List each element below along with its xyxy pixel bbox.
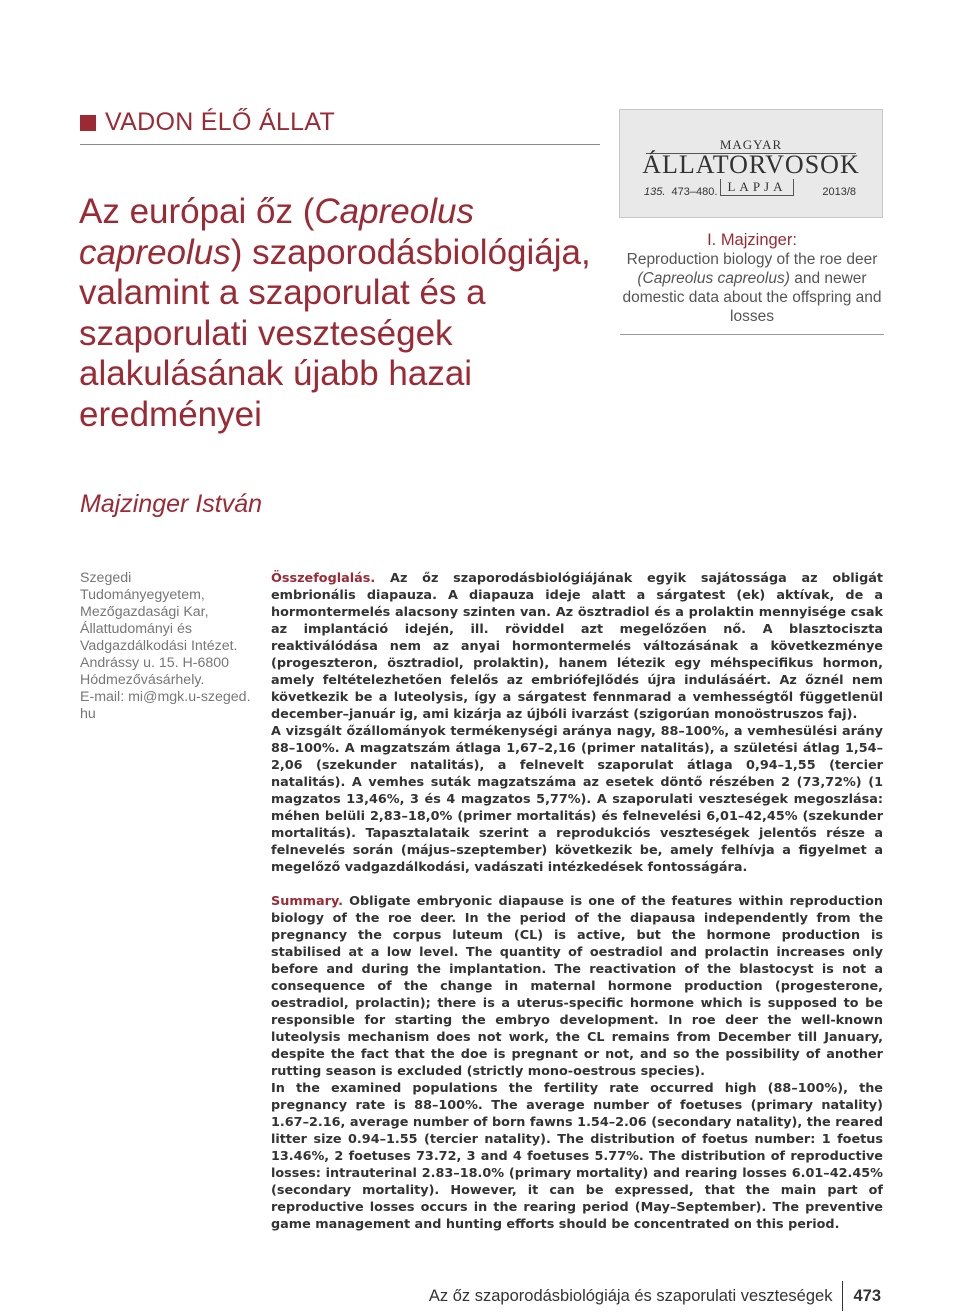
journal-volume: 135. 473–480. xyxy=(644,186,718,198)
article-title: Az európai őz (Capreolus capreolus) szaporodásbiológiája, valamint a szaporulat és a szaporulati veszteségek alakulásának újabb hazai eredményei xyxy=(79,192,591,434)
abstract-en-paragraph-2: In the examined populations the fertility rate occurred high (88–100%), the pregnancy rate is 88–100%. The average number of foetuses (primary natality) 1.67–2.16, average number of born fawns 1.54–2.06 (secondary natality), the reared litter size 0.94–1.55 (tercier natality). The distribution of foetus number: 1 foetus 13.46%, 2 foetuses 73.72, 3 and 4 foetuses 5.77%. The distribution of reproductive losses: intrauterinal 2.83–18.0% (primary mortality) and rearing losses 6.01–42.45% (secondary mortality). However, it can be expressed, that the main part of reproductive losses occurs in the rearing period (May–September). The preventive game management and hunting efforts should be concentrated on this period. xyxy=(271,1081,883,1232)
affiliation-line: Mezőgazdasági Kar, xyxy=(80,604,209,620)
english-title-divider xyxy=(620,334,884,335)
section-divider xyxy=(80,144,600,145)
abstract-hu-paragraph-1: Összefoglalás. Az őz szaporodásbiológiájának egyik sajátossága az obligát embrionális diapauza. A diapauza ideje alatt a sárgatest (ek) aktívak, de a hormontermelés alacsony szinten van. Az ösztradiol és a prolaktin mennyisége csak az implantáció idején, ill. röviddel azt megelőzően nő. A blasztociszta reaktiválódása nem az anyai hormontermelés változásának a következménye (progeszteron, ösztradiol, prolaktin), hanem létezik egy méhspecifikus hormon, amely feltételezhetően felelős az embriófejlődés újra indulásáért. Az őznél nem következik be a luteolysis, így a sárgatest fennmarad a vemhességtől függetlenül december–január ig, ami kizárja az újbóli ivarzást (szigorúan monoöstruszos faj). xyxy=(271,571,883,722)
section-label: VADON ÉLŐ ÁLLAT xyxy=(105,108,336,136)
affiliation-line: Andrássy u. 15. H-6800 xyxy=(80,655,230,671)
journal-issue: 2013/8 xyxy=(822,186,856,198)
affiliation-line: Hódmezővásárhely. xyxy=(80,672,205,688)
journal-name-bottom: LAPJA xyxy=(720,179,794,196)
affiliation xyxy=(80,570,258,723)
abstract-en-label: Summary. xyxy=(271,894,343,909)
page-footer xyxy=(429,1281,881,1311)
journal-name-top: MAGYAR xyxy=(719,137,783,152)
section-tag xyxy=(80,108,600,137)
journal-masthead xyxy=(619,109,883,218)
english-title-block xyxy=(620,231,884,326)
affiliation-line: Tudományegyetem, xyxy=(80,587,205,603)
affiliation-line[interactable]: hu xyxy=(80,706,96,722)
journal-name-main: ÁLLATORVOSOK xyxy=(642,150,860,179)
abstract-hu-label: Összefoglalás. xyxy=(271,571,376,586)
abstract-en-paragraph-1: Summary. Obligate embryonic diapause is one of the features within reproduction biology of the roe deer. In the period of the diapausa independently from the pregnancy the corpus luteum (CL) is active, but the hormone production is stabilised at a low level. The quantity of oestradiol and prolactin increases only before and during the implantation. The reactivation of the blastocyst is not a consequence of the change in maternal hormone production (progesterone, oestradiol, prolactin); there is a uterus-specific hormone which is supposed to be responsible for starting the embryo development. In roe deer the well-known luteolysis mechanism does not work, the CL remains from December till January, despite the fact that the doe is pregnant or not, and so the possibility of another rutting season is excluded (strictly mono-oestrous species). xyxy=(271,894,883,1079)
english-title: Reproduction biology of the roe deer (Capreolus capreolus) and newer domestic data about the offspring and losses xyxy=(622,251,882,325)
affiliation-line: Állattudományi és xyxy=(80,621,192,637)
section-marker-icon xyxy=(80,115,96,131)
author-name: Majzinger István xyxy=(80,490,263,518)
affiliation-line: Szegedi xyxy=(80,570,132,586)
affiliation-line: Vadgazdálkodási Intézet. xyxy=(80,638,238,654)
page-number: 473 xyxy=(853,1286,881,1305)
footer-divider xyxy=(842,1281,843,1311)
running-title: Az őz szaporodásbiológiája és szaporulati veszteségek xyxy=(428,1286,833,1305)
abstract-hu-paragraph-2: A vizsgált őzállományok termékenységi aránya nagy, 88–100%, a vemhesülési arány 88–100%. A magzatszám átlaga 1,67–2,16 (primer natalitás), a születési átlag 1,54–2,06 (szekunder natalitás), a felnevelt szaporulat átlaga 0,94–1,55 (tercier natalitás). A vemhes suták magzatszáma az esetek döntő részében 2 (73,72%) (1 magzatos 13,46%, 3 és 4 magzatos 5,77%). A szaporulati veszteségek megoszlása: méhen belüli 2,83–18,0% (primer mortalitás) és felnevelési 6,01–42,45% (szekunder mortalitás). Tapasztalataik szerint a reprodukciós veszteségek jelentős része a felnevelés során (május–szeptember) következik be, amely felhívja a figyelmet a megelőző vadgazdálkodási, vadászati intézkedések fontosságára. xyxy=(271,724,883,875)
abstract xyxy=(271,570,883,1233)
affiliation-line[interactable]: E-mail: mi@mgk.u-szeged. xyxy=(80,689,251,705)
english-author: I. Majzinger: xyxy=(707,231,797,249)
